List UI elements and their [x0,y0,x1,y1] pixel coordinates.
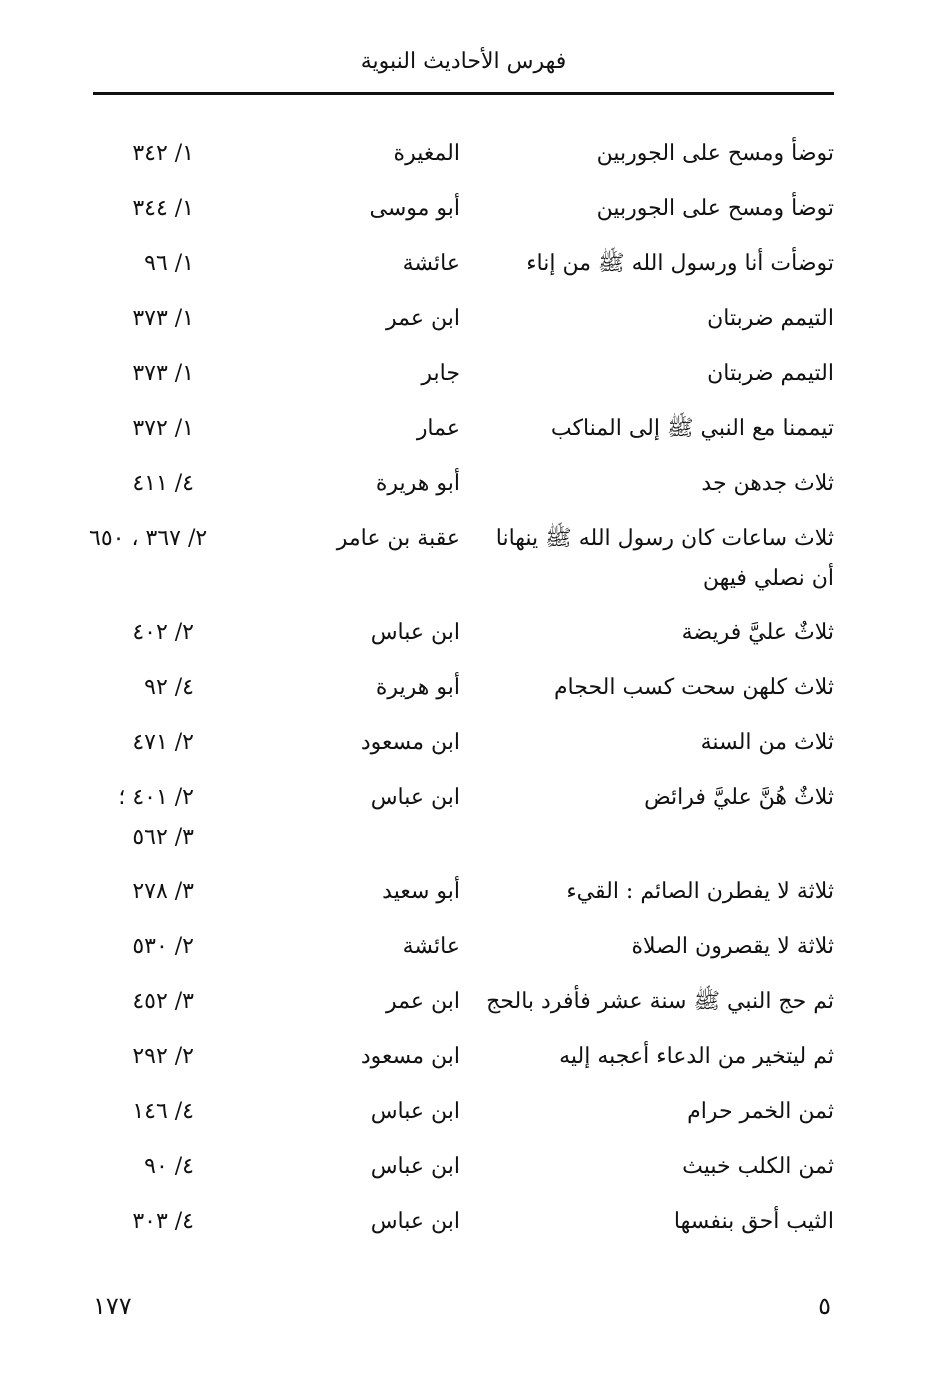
reference [89,866,294,918]
reference-line: ٤/ ١٤٦ [132,1099,194,1124]
reference-line: ٢/ ٥٣٠ [132,934,194,959]
narrator: أبو هريرة [375,675,460,700]
header-rule [93,92,834,95]
reference-line: ١/ ٩٦ [144,251,194,276]
index-entry [89,458,834,513]
running-head: فهرس الأحاديث النبوية [360,49,567,74]
hadith-text: التيمم ضربتان [707,361,834,386]
reference-line: ٢/ ٢٩٢ [132,1044,194,1069]
index-entries [89,128,834,1251]
reference [89,662,294,714]
reference [89,1196,294,1248]
index-entry [89,921,834,976]
index-entry [89,1141,834,1196]
index-entry [89,403,834,458]
narrator: ابن عمر [386,989,460,1014]
index-entry [89,662,834,717]
hadith-text: ثلاثة لا يفطرن الصائم : القيء [566,879,834,904]
narrator: عائشة [402,251,460,276]
reference [89,183,294,235]
reference-line: ١/ ٣٧٢ [132,416,194,441]
narrator: ابن مسعود [360,730,460,755]
narrator: جابر [421,361,460,386]
reference-line: ٢/ ٤٧١ [132,730,194,755]
index-entry [89,513,834,607]
narrator: ابن عباس [370,620,460,645]
reference-line: ١/ ٣٧٣ [132,361,194,386]
reference-line: ٢/ ٤٠٢ [132,620,194,645]
hadith-text: التيمم ضربتان [707,306,834,331]
hadith-text: توضأ ومسح على الجوربين [596,196,834,221]
reference [89,1086,294,1138]
hadith-text: توضأت أنا ورسول الله ﷺ من إناء [526,251,834,276]
narrator: ابن عباس [370,1154,460,1179]
index-entry [89,607,834,662]
reference-line: ٢/ ٣٦٧ ، ٦٥٠ [89,526,208,551]
reference [89,238,294,290]
narrator: أبو سعيد [382,879,460,904]
narrator: ابن عباس [370,1209,460,1234]
reference-line: ٣/ ٥٦٢ [132,825,194,850]
hadith-text: توضأ ومسح على الجوربين [596,141,834,166]
index-entry [89,717,834,772]
reference-line: ٣/ ٢٧٨ [132,879,194,904]
index-entry [89,1031,834,1086]
hadith-text: ثمن الكلب خبيث [682,1154,834,1179]
reference [89,293,294,345]
section-number: ٥ [818,1292,831,1320]
reference-line: ١/ ٣٧٣ [132,306,194,331]
narrator: ابن عمر [386,306,460,331]
reference [89,348,294,400]
reference-line: ٤/ ٣٠٣ [132,1209,194,1234]
index-entry [89,183,834,238]
reference [89,513,294,565]
hadith-text: تيممنا مع النبي ﷺ إلى المناكب [550,416,834,441]
reference-line: ١/ ٣٤٤ [132,196,194,221]
index-entry [89,1196,834,1251]
reference-line: ٢/ ٤٠١ ؛ [118,785,194,810]
reference-line: ١/ ٣٤٢ [132,141,194,166]
index-entry [89,348,834,403]
narrator: عمار [416,416,460,441]
reference [89,1031,294,1083]
hadith-text: ثلاثٌ هُنَّ عليَّ فرائض [644,785,834,810]
page-number: ١٧٧ [93,1292,132,1320]
reference-line: ٤/ ٩٢ [144,675,194,700]
narrator: المغيرة [393,141,460,166]
reference [89,921,294,973]
narrator: ابن مسعود [360,1044,460,1069]
hadith-text: ثلاث من السنة [700,730,834,755]
reference-line: ٤/ ٩٠ [144,1154,194,1179]
index-entry [89,866,834,921]
narrator: أبو موسى [369,196,460,221]
hadith-text: ثلاث ساعات كان رسول الله ﷺ ينهانا أن نصلي فيهن [495,526,834,591]
index-entry [89,293,834,348]
hadith-text: ثلاثٌ عليَّ فريضة [681,620,834,645]
narrator: عقبة بن عامر [336,526,460,551]
reference [89,607,294,659]
reference [89,772,294,858]
hadith-text: ثلاث كلهن سحت كسب الحجام [553,675,834,700]
index-entry [89,128,834,183]
reference-line: ٤/ ٤١١ [132,471,194,496]
narrator: ابن عباس [370,1099,460,1124]
index-entry [89,238,834,293]
index-entry [89,1086,834,1141]
index-entry [89,976,834,1031]
reference [89,403,294,455]
hadith-text: ثمن الخمر حرام [687,1099,834,1124]
reference [89,1141,294,1193]
reference [89,717,294,769]
narrator: ابن عباس [370,785,460,810]
reference [89,458,294,510]
hadith-text: ثلاثة لا يقصرون الصلاة [631,934,834,959]
reference-line: ٣/ ٤٥٢ [132,989,194,1014]
hadith-text: الثيب أحق بنفسها [673,1209,834,1234]
hadith-text: ثلاث جدهن جد [701,471,834,496]
reference [89,976,294,1028]
index-entry [89,772,834,866]
reference [89,128,294,180]
narrator: عائشة [402,934,460,959]
hadith-text: ثم حج النبي ﷺ سنة عشر فأفرد بالحج [486,989,834,1014]
hadith-text: ثم ليتخير من الدعاء أعجبه إليه [559,1044,834,1069]
narrator: أبو هريرة [375,471,460,496]
